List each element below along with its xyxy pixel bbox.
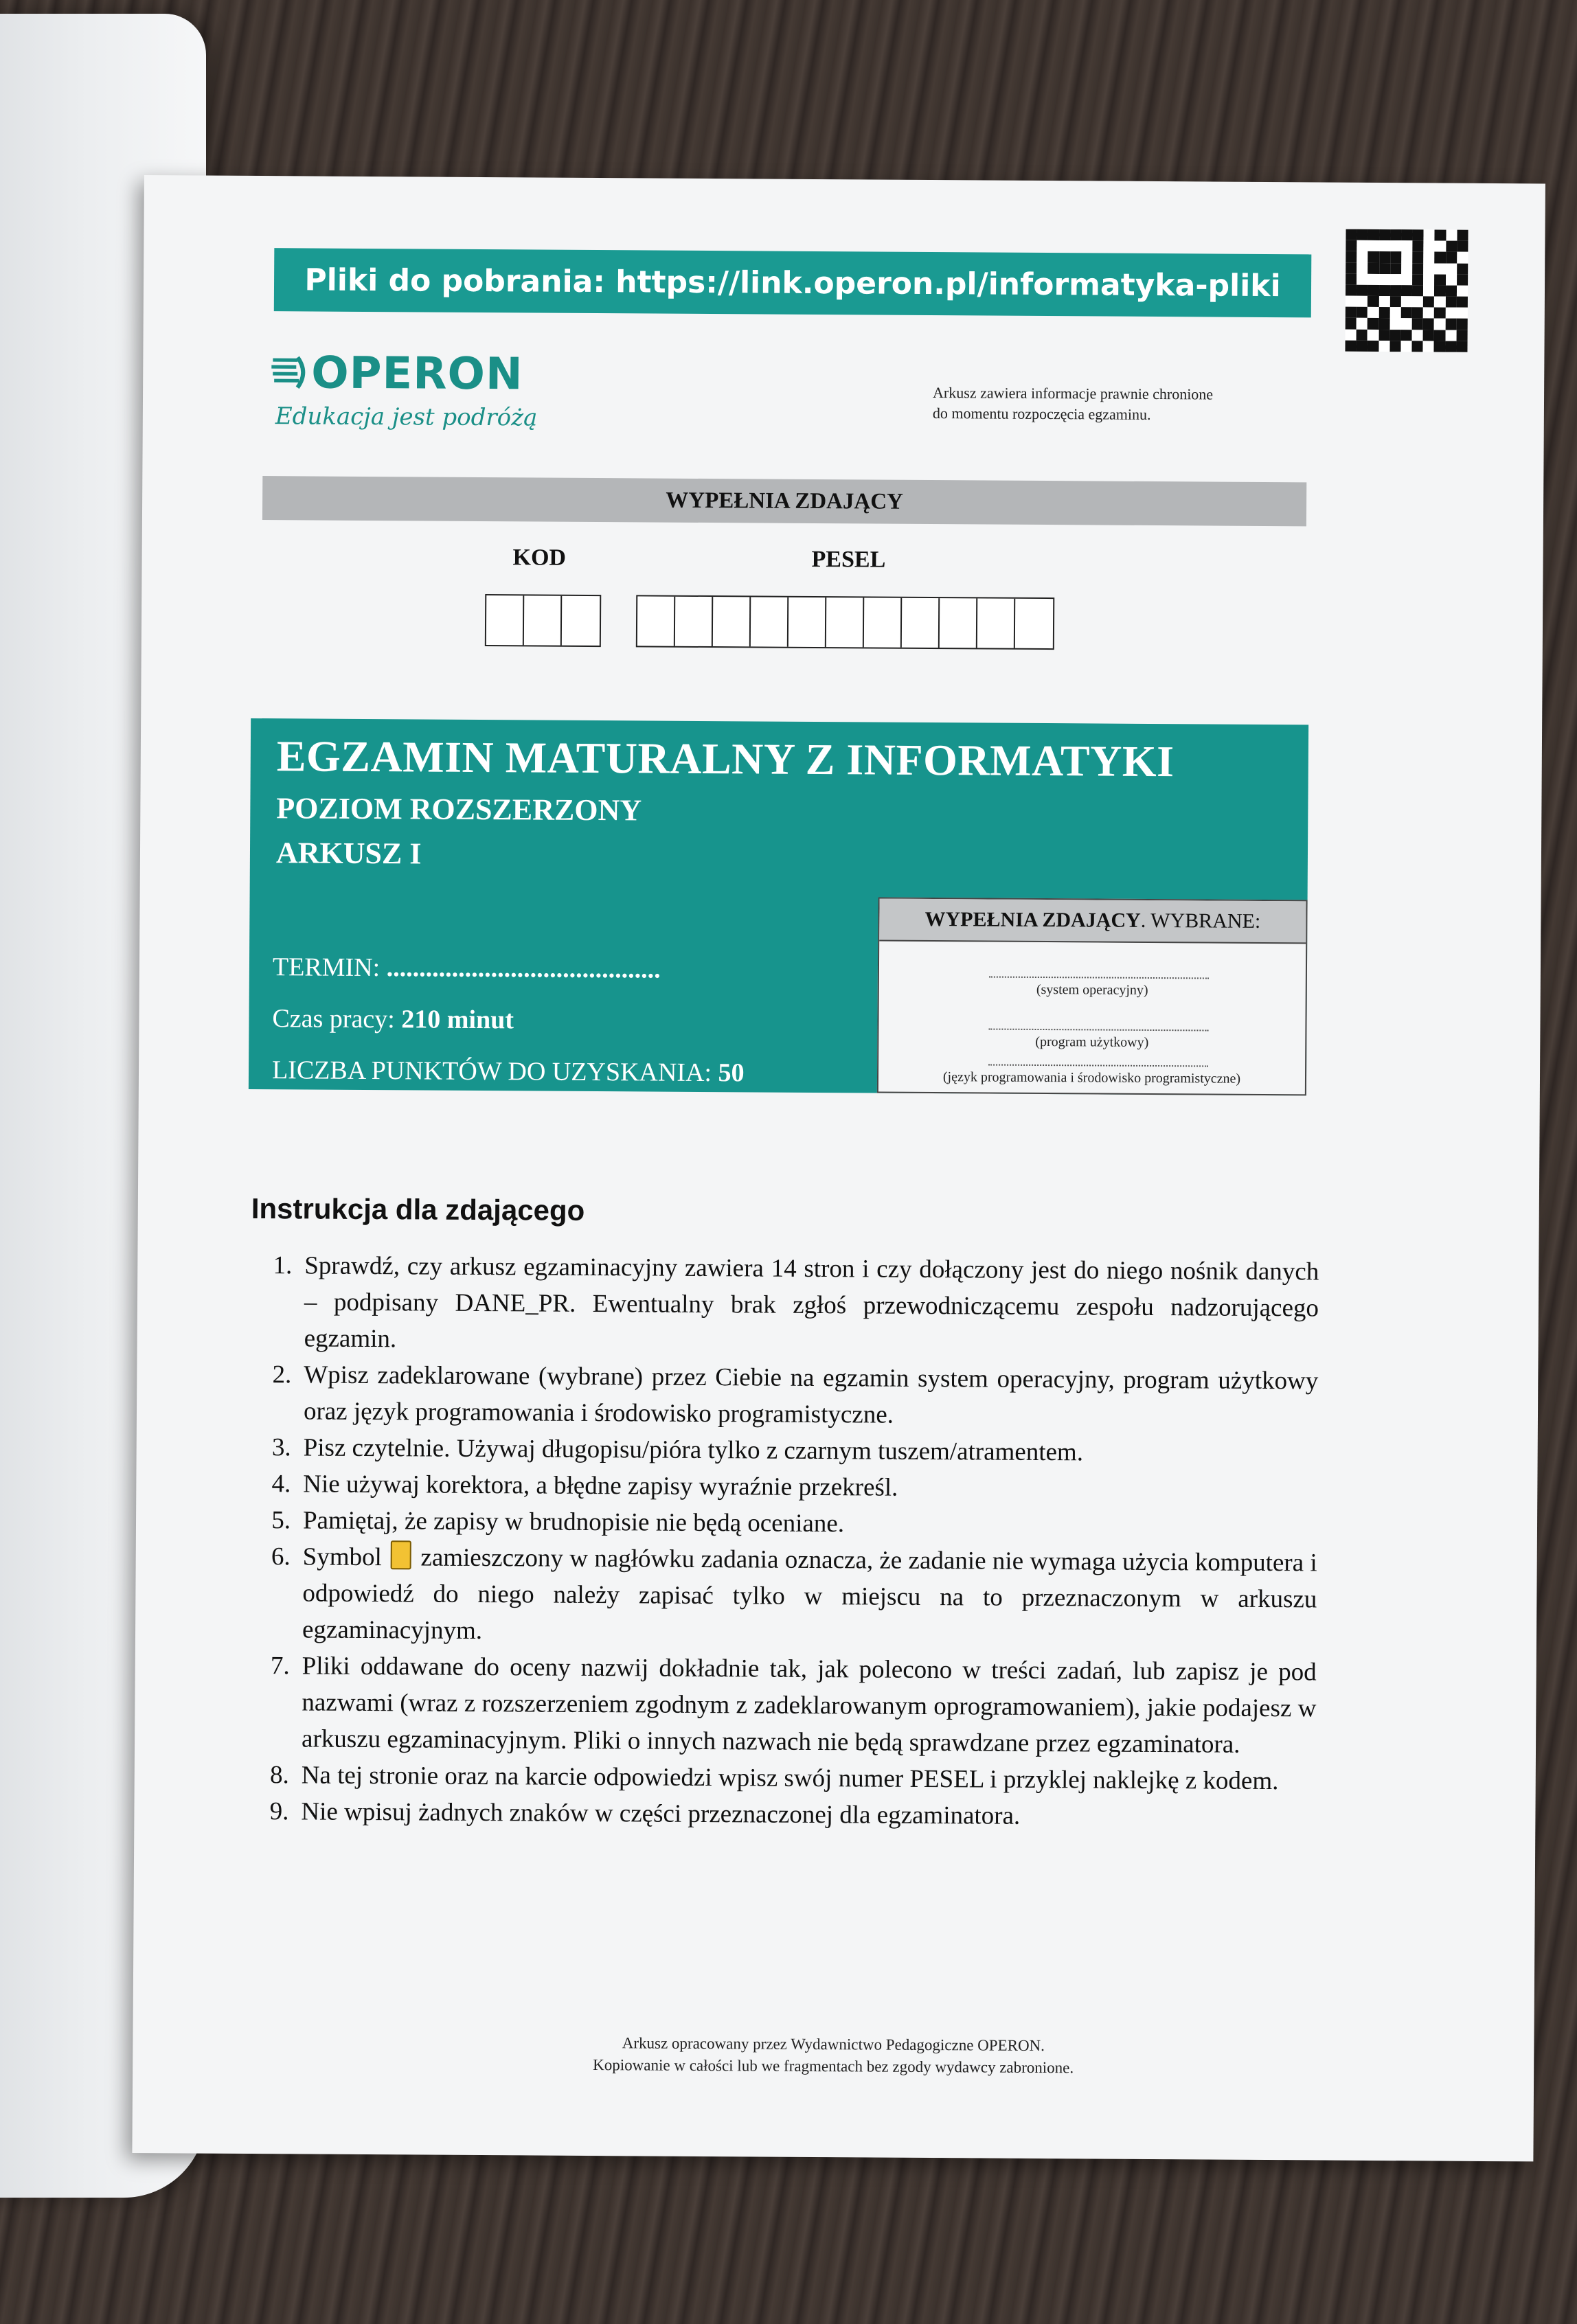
- legal-note-line2: do momentu rozpoczęcia egzaminu.: [932, 405, 1151, 423]
- item-text: Na tej stronie oraz na karcie odpowiedzi wpisz swój numer PESEL i przyklej naklejkę z kodem.: [301, 1761, 1279, 1796]
- qr-module: [1357, 251, 1368, 262]
- qr-module: [1445, 341, 1456, 352]
- qr-module: [1423, 330, 1434, 341]
- publisher-footer: [133, 2029, 1534, 2082]
- item-text-after: zamieszczony w nagłówku zadania oznacza, że zadanie nie wymaga użycia komputera i odpowiedź do niego należy zapisać tylko w miejscu na to przeznaczonym w arkuszu egzaminacyjnym.: [302, 1543, 1317, 1645]
- qr-module: [1379, 330, 1389, 341]
- qr-module: [1445, 297, 1456, 308]
- qr-module: [1423, 319, 1434, 330]
- qr-module: [1456, 319, 1467, 330]
- os-caption: (system operacyjny): [1036, 981, 1148, 998]
- kod-digit-box[interactable]: [562, 596, 600, 646]
- item-number: 9.: [269, 1797, 289, 1826]
- qr-module: [1346, 262, 1357, 273]
- qr-module: [1401, 296, 1412, 307]
- qr-module: [1446, 230, 1457, 241]
- qr-module: [1446, 241, 1457, 252]
- list-item: [248, 1648, 1317, 1763]
- qr-module: [1424, 229, 1435, 240]
- kod-digit-box[interactable]: [486, 595, 524, 645]
- qr-module: [1434, 308, 1445, 319]
- qr-module: [1346, 240, 1357, 251]
- qr-module: [1424, 241, 1435, 252]
- operon-logo: [270, 348, 573, 439]
- item-text: Sprawdź, czy arkusz egzaminacyjny zawiera 14 stron i czy dołączony jest do niego nośnik danych – podpisany DANE_PR. Ewentualny brak zgłoś przewodniczącemu zespołu nadzorującego egzamin.: [304, 1251, 1319, 1354]
- item-number: 6.: [271, 1542, 291, 1571]
- time-label: Czas pracy:: [272, 1004, 402, 1034]
- item-number: 5.: [271, 1506, 291, 1535]
- qr-module: [1390, 274, 1401, 285]
- qr-module: [1379, 263, 1390, 274]
- legal-note: [933, 383, 1213, 425]
- list-item: [250, 1247, 1319, 1363]
- item-text: Nie wpisuj żadnych znaków w części przeznaczonej dla egzaminatora.: [301, 1797, 1021, 1830]
- item-number: 2.: [272, 1360, 292, 1389]
- pesel-digit-box[interactable]: [1015, 599, 1053, 648]
- qr-module: [1390, 229, 1401, 240]
- chosen-header-bold: WYPEŁNIA ZDAJĄCY: [924, 907, 1141, 932]
- pesel-digit-box[interactable]: [977, 598, 1015, 648]
- qr-module: [1379, 318, 1389, 329]
- footer-line1: Arkusz opracowany przez Wydawnictwo Pedagogiczne OPERON.: [622, 2034, 1045, 2055]
- language-input-line[interactable]: [988, 1064, 1208, 1067]
- qr-module: [1379, 285, 1389, 296]
- qr-module: [1457, 252, 1468, 263]
- qr-module: [1346, 273, 1357, 284]
- chosen-software-header: [879, 899, 1306, 944]
- qr-module: [1368, 341, 1379, 352]
- qr-module: [1346, 307, 1357, 318]
- qr-module: [1412, 240, 1423, 251]
- pesel-digit-box[interactable]: [940, 598, 977, 648]
- qr-module: [1434, 297, 1445, 308]
- qr-module: [1401, 319, 1412, 330]
- exam-title: EGZAMIN MATURALNY Z INFORMATYKI: [276, 731, 1175, 786]
- kod-field[interactable]: [485, 594, 601, 647]
- qr-module: [1457, 274, 1468, 285]
- exam-level: POZIOM ROZSZERZONY: [276, 791, 642, 828]
- qr-module: [1446, 263, 1457, 274]
- kod-label: KOD: [512, 545, 567, 571]
- os-input-line[interactable]: [989, 977, 1209, 979]
- points-value: 50: [718, 1058, 745, 1088]
- download-banner-text: Pliki do pobrania: https://link.operon.pl/informatyka-pliki: [304, 262, 1281, 304]
- qr-module: [1412, 296, 1423, 307]
- qr-module: [1357, 296, 1368, 307]
- qr-module: [1401, 307, 1412, 318]
- qr-module: [1412, 308, 1423, 319]
- qr-module: [1368, 307, 1379, 318]
- qr-module: [1400, 330, 1411, 341]
- qr-module: [1368, 296, 1379, 307]
- qr-module: [1401, 285, 1412, 296]
- legal-note-line1: Arkusz zawiera informacje prawnie chronione: [933, 384, 1214, 403]
- qr-module: [1379, 229, 1390, 240]
- qr-module: [1434, 285, 1445, 296]
- qr-module: [1435, 229, 1446, 240]
- qr-module: [1357, 262, 1368, 273]
- qr-module: [1379, 251, 1390, 262]
- qr-module: [1345, 340, 1356, 351]
- exam-sheet-page: [132, 175, 1545, 2161]
- exam-sheet: ARKUSZ I: [275, 836, 422, 871]
- exam-termin: [273, 952, 661, 984]
- qr-module: [1368, 262, 1379, 273]
- qr-module: [1389, 307, 1400, 318]
- qr-module: [1423, 341, 1434, 352]
- qr-module: [1446, 252, 1457, 263]
- pesel-digit-box[interactable]: [637, 596, 675, 646]
- qr-module: [1457, 286, 1468, 297]
- qr-module: [1346, 329, 1357, 340]
- qr-module: [1357, 240, 1368, 251]
- qr-module: [1368, 229, 1379, 240]
- qr-module: [1435, 263, 1446, 274]
- qr-code-icon: [1345, 229, 1468, 352]
- qr-module: [1346, 285, 1357, 296]
- qr-module: [1412, 252, 1423, 263]
- exam-points: [272, 1055, 745, 1088]
- footer-line2: Kopiowanie w całości lub we fragmentach bez zgody wydawcy zabronione.: [593, 2056, 1074, 2077]
- list-item: [249, 1466, 1317, 1508]
- qr-module: [1400, 341, 1411, 352]
- list-item: [247, 1793, 1315, 1836]
- qr-module: [1346, 296, 1357, 307]
- qr-module: [1435, 241, 1446, 252]
- exam-title-box: [249, 718, 1308, 1095]
- qr-module: [1379, 307, 1389, 318]
- qr-module: [1423, 285, 1434, 296]
- qr-module: [1424, 252, 1435, 263]
- item-text: [302, 1538, 1317, 1654]
- item-text: Pamiętaj, że zapisy w brudnopisie nie będą oceniane.: [302, 1506, 845, 1538]
- pesel-digit-box[interactable]: [675, 597, 713, 646]
- qr-module: [1390, 285, 1401, 296]
- qr-module: [1346, 251, 1357, 262]
- list-item: [248, 1757, 1316, 1799]
- pesel-digit-box[interactable]: [713, 597, 751, 646]
- item-text: Wpisz zadeklarowane (wybrane) przez Ciebie na egzamin system operacyjny, program użytkowy oraz język programowania i środowisko programistyczne.: [303, 1360, 1319, 1429]
- qr-module: [1457, 263, 1468, 274]
- qr-module: [1412, 341, 1423, 352]
- item-number: 8.: [269, 1761, 289, 1790]
- pesel-digit-box[interactable]: [902, 598, 940, 648]
- instructions-heading: Instrukcja dla zdającego: [251, 1192, 585, 1227]
- list-item: [249, 1502, 1317, 1545]
- program-caption: (program użytkowy): [1035, 1034, 1149, 1050]
- qr-module: [1423, 296, 1434, 307]
- qr-module: [1390, 240, 1401, 251]
- qr-module: [1412, 330, 1423, 341]
- qr-module: [1446, 274, 1457, 285]
- pesel-digit-box[interactable]: [751, 597, 788, 646]
- qr-module: [1357, 341, 1368, 352]
- qr-module: [1434, 330, 1445, 341]
- qr-module: [1357, 329, 1368, 340]
- fill-section-label: WYPEŁNIA ZDAJĄCY: [666, 488, 904, 514]
- qr-module: [1389, 330, 1400, 341]
- qr-module: [1446, 285, 1457, 296]
- qr-module: [1390, 263, 1401, 274]
- qr-module: [1357, 307, 1368, 318]
- qr-module: [1457, 241, 1468, 252]
- qr-module: [1413, 229, 1424, 240]
- item-text: Pisz czytelnie. Używaj długopisu/pióra tylko z czarnym tuszem/atramentem.: [303, 1433, 1084, 1467]
- operon-book-icon: [270, 353, 310, 391]
- pesel-digit-box[interactable]: [826, 597, 864, 647]
- qr-module: [1368, 330, 1379, 341]
- language-caption: (język programowania i środowisko programistyczne): [942, 1069, 1241, 1086]
- chosen-header-rest: . WYBRANE:: [1140, 909, 1261, 933]
- exam-time: [272, 1003, 514, 1035]
- qr-module: [1368, 318, 1379, 329]
- qr-module: [1357, 285, 1368, 296]
- qr-module: [1368, 240, 1379, 251]
- qr-module: [1390, 296, 1401, 307]
- program-input-line[interactable]: [988, 1029, 1208, 1032]
- item-number: 4.: [271, 1470, 291, 1499]
- pesel-digit-box[interactable]: [864, 597, 902, 647]
- pesel-digit-box[interactable]: [788, 597, 826, 647]
- qr-module: [1346, 318, 1357, 329]
- termin-dots: ..........................................: [386, 953, 661, 984]
- termin-label: TERMIN:: [272, 953, 387, 983]
- qr-module: [1379, 296, 1389, 307]
- item-number: 3.: [271, 1433, 291, 1462]
- qr-module: [1401, 240, 1412, 251]
- qr-module: [1423, 263, 1434, 274]
- logo-tagline: Edukacja jest podróżą: [275, 402, 538, 432]
- qr-module: [1389, 319, 1400, 330]
- qr-module: [1379, 240, 1390, 251]
- qr-module: [1368, 274, 1379, 285]
- qr-module: [1423, 308, 1434, 319]
- qr-module: [1435, 274, 1446, 285]
- qr-module: [1457, 308, 1468, 319]
- qr-module: [1357, 318, 1368, 329]
- qr-module: [1423, 274, 1434, 285]
- qr-module: [1346, 229, 1357, 240]
- qr-module: [1445, 308, 1456, 319]
- qr-module: [1389, 341, 1400, 352]
- item-text: Nie używaj korektora, a błędne zapisy wyraźnie przekreśl.: [303, 1470, 898, 1502]
- item-number: 1.: [273, 1251, 293, 1280]
- qr-module: [1445, 319, 1456, 330]
- qr-module: [1379, 274, 1390, 285]
- list-item: [249, 1538, 1317, 1654]
- chosen-software-box: [877, 898, 1308, 1096]
- qr-module: [1456, 330, 1467, 341]
- qr-module: [1357, 229, 1368, 240]
- item-text-before: Symbol: [302, 1542, 382, 1572]
- logo-wordmark: OPERON: [311, 348, 523, 400]
- qr-module: [1401, 263, 1412, 274]
- qr-module: [1434, 341, 1445, 352]
- qr-module: [1368, 251, 1379, 262]
- qr-module: [1401, 252, 1412, 263]
- instructions-list: [247, 1247, 1319, 1836]
- points-label: LICZBA PUNKTÓW DO UZYSKANIA:: [271, 1056, 718, 1088]
- qr-module: [1401, 229, 1412, 240]
- qr-module: [1457, 297, 1468, 308]
- qr-module: [1401, 274, 1412, 285]
- download-banner: [274, 248, 1312, 317]
- item-text: Pliki oddawane do oceny nazwij dokładnie tak, jak polecono w treści zadań, lub zapisz je pod nazwami (wraz z rozszerzeniem zgodnym z zadeklarowanym oprogramowaniem), jakie podajesz w arkuszu egzaminacyjnym. Pliki o innych nazwach nie będą sprawdzane przez egzaminatora.: [301, 1652, 1317, 1759]
- qr-module: [1434, 319, 1445, 330]
- qr-module: [1445, 330, 1456, 341]
- qr-module: [1390, 251, 1401, 262]
- pesel-field[interactable]: [636, 595, 1054, 650]
- qr-module: [1456, 341, 1467, 352]
- list-item: [250, 1356, 1319, 1435]
- qr-module: [1412, 263, 1423, 274]
- qr-module: [1435, 252, 1446, 263]
- qr-module: [1412, 285, 1423, 296]
- item-number: 7.: [270, 1652, 290, 1681]
- qr-module: [1379, 341, 1389, 352]
- qr-module: [1368, 285, 1379, 296]
- list-item: [250, 1429, 1318, 1472]
- time-value: 210 minut: [401, 1005, 514, 1035]
- pesel-label: PESEL: [811, 546, 886, 573]
- document-icon: [391, 1540, 411, 1569]
- qr-module: [1457, 230, 1468, 241]
- qr-module: [1412, 274, 1423, 285]
- qr-module: [1357, 274, 1368, 285]
- fill-section-bar: [262, 476, 1306, 526]
- kod-digit-box[interactable]: [524, 595, 562, 645]
- qr-module: [1412, 319, 1423, 330]
